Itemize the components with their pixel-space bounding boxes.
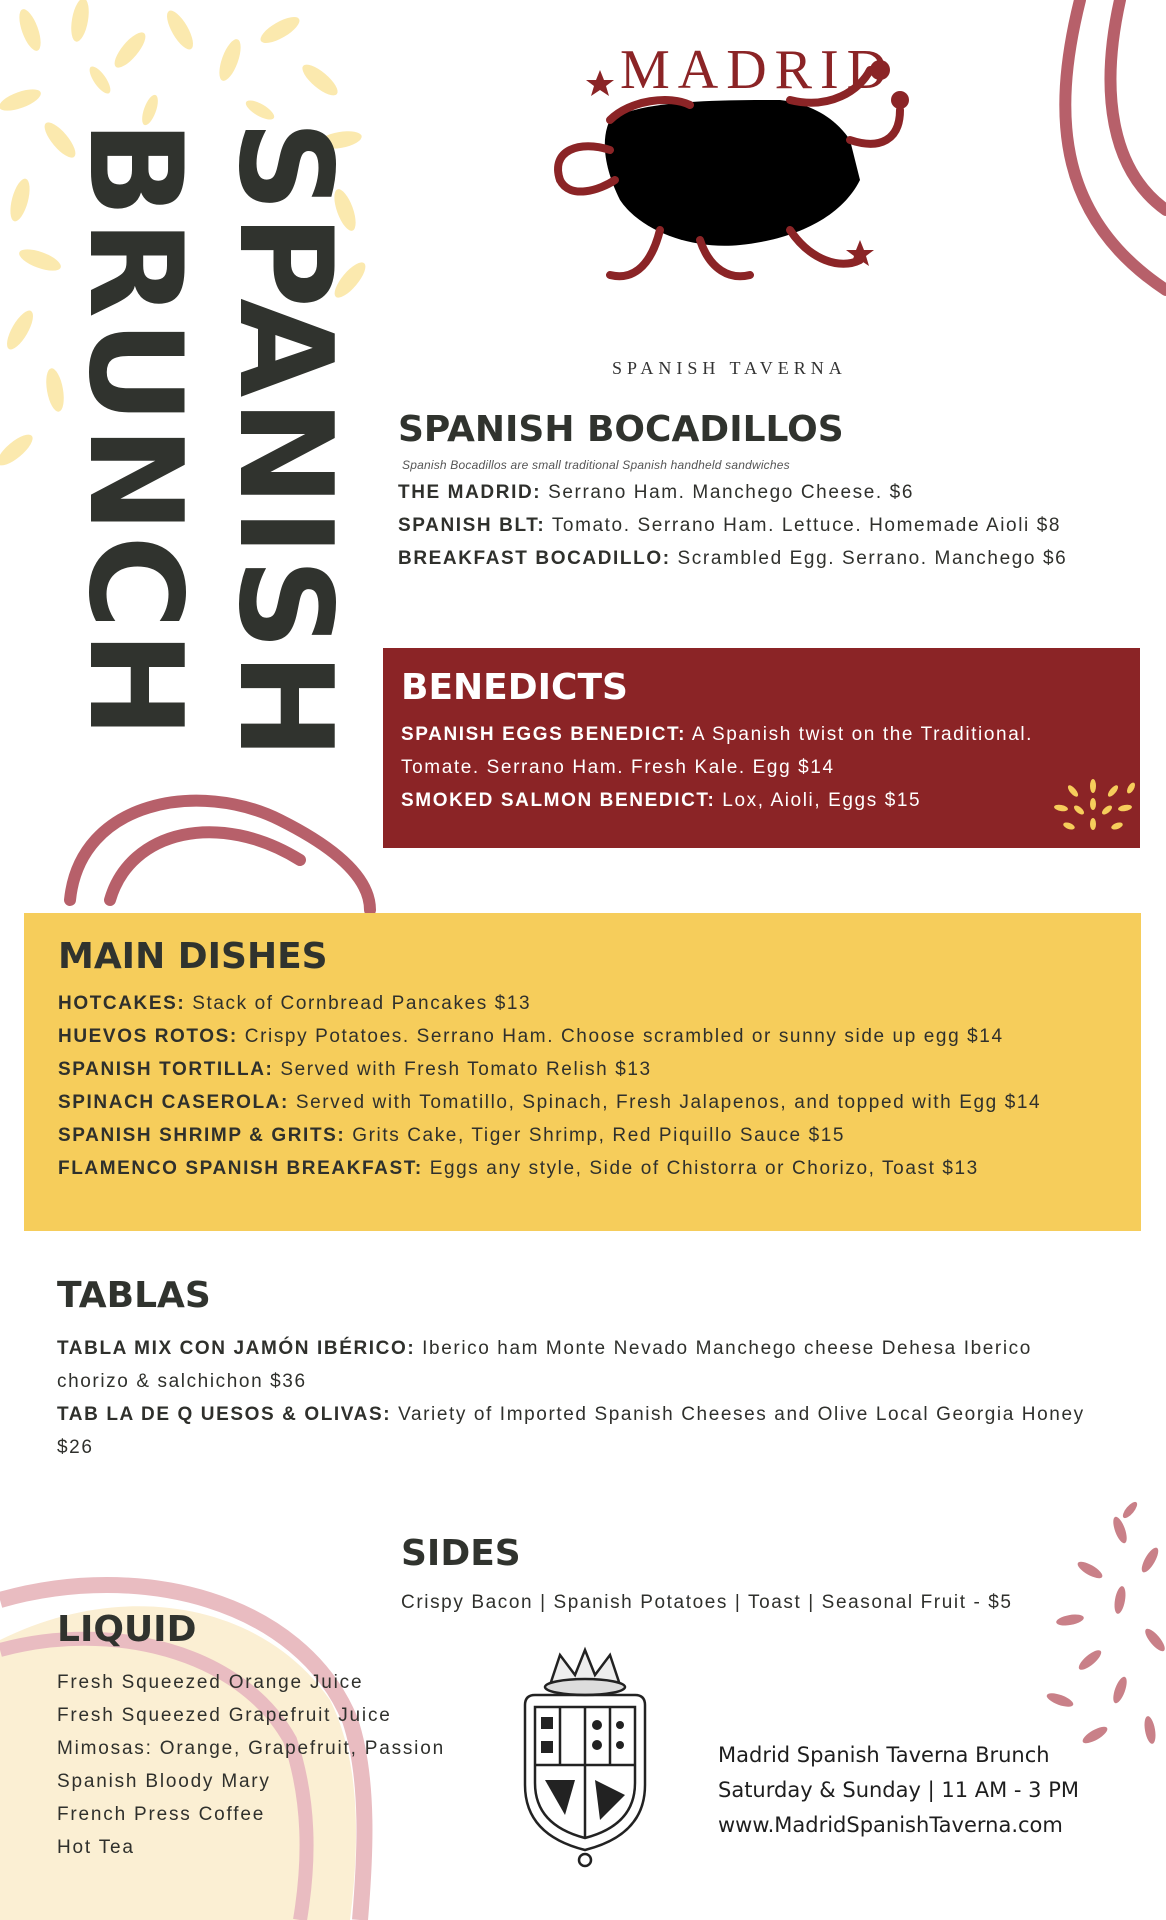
- footer-hours: Saturday & Sunday | 11 AM - 3 PM: [718, 1778, 1079, 1802]
- item-name: SMOKED SALMON BENEDICT:: [401, 790, 716, 811]
- tablas-heading: TABLAS: [57, 1275, 211, 1316]
- yellow-burst-icon: [1043, 766, 1140, 848]
- main-dish-item: [58, 1119, 1141, 1152]
- item-name: THE MADRID:: [398, 482, 542, 503]
- item-desc: Grits Cake, Tiger Shrimp, Red Piquillo Sauce $15: [345, 1125, 846, 1146]
- section-benedicts: [383, 648, 1140, 848]
- bocadillos-note: Spanish Bocadillos are small traditional Spanish handheld sandwiches: [402, 458, 790, 472]
- footer-website: www.MadridSpanishTaverna.com: [718, 1813, 1063, 1837]
- main-dish-item: [58, 1053, 1141, 1086]
- section-main-dishes: [24, 913, 1141, 1231]
- main-dish-item: [58, 1020, 1141, 1053]
- coat-of-arms-icon: [505, 1645, 665, 1870]
- logo-name: MADRID: [620, 39, 896, 101]
- benedict-item: [401, 718, 1101, 784]
- item-desc: Serrano Ham. Manchego Cheese. $6: [541, 482, 915, 503]
- item-desc: Variety of Imported Spanish Cheeses and Olive Local Georgia Honey $26: [57, 1404, 1085, 1458]
- item-name: SPINACH CASEROLA:: [58, 1092, 289, 1113]
- title-brunch: BRUNCH: [60, 120, 209, 741]
- section-bocadillos: [398, 409, 1138, 575]
- item-name: HOTCAKES:: [58, 993, 186, 1014]
- item-desc: Lox, Aioli, Eggs $15: [715, 790, 922, 811]
- rose-arc-top-right: [1065, 0, 1166, 290]
- item-name: TABLA MIX CON JAMÓN IBÉRICO:: [57, 1338, 416, 1359]
- item-desc: A Spanish twist on the Traditional. Tomate. Serrano Ham. Fresh Kale. Egg $14: [401, 724, 1034, 778]
- title-spanish: SPANISH: [210, 120, 359, 762]
- bocadillo-item: [398, 476, 1138, 509]
- main-dishes-heading: MAIN DISHES: [58, 936, 328, 977]
- main-dish-item: [58, 1086, 1141, 1119]
- item-name: FLAMENCO SPANISH BREAKFAST:: [58, 1158, 423, 1179]
- item-desc: Iberico ham Monte Nevado Manchego cheese Dehesa Iberico chorizo & salchichon $36: [57, 1338, 1032, 1392]
- sides-text: Crispy Bacon | Spanish Potatoes | Toast | Seasonal Fruit - $5: [401, 1592, 1013, 1613]
- drink-item: French Press Coffee: [57, 1804, 266, 1825]
- item-name: TAB LA DE Q UESOS & OLIVAS:: [57, 1404, 392, 1425]
- footer-info: [718, 1738, 1079, 1843]
- logo-tagline: SPANISH TAVERNA: [612, 358, 847, 378]
- tabla-item: [57, 1398, 1097, 1464]
- section-sides: [401, 1533, 1101, 1619]
- item-desc: Eggs any style, Side of Chistorra or Chorizo, Toast $13: [422, 1158, 979, 1179]
- item-name: BREAKFAST BOCADILLO:: [398, 548, 671, 569]
- drink-item: Spanish Bloody Mary: [57, 1771, 271, 1792]
- footer-name: Madrid Spanish Taverna Brunch: [718, 1743, 1050, 1767]
- benedicts-heading: BENEDICTS: [401, 667, 628, 708]
- liquid-heading: LIQUID: [57, 1609, 197, 1650]
- sides-heading: SIDES: [401, 1533, 521, 1574]
- item-desc: Served with Fresh Tomato Relish $13: [273, 1059, 652, 1080]
- item-desc: Stack of Cornbread Pancakes $13: [185, 993, 532, 1014]
- bocadillo-item: [398, 542, 1138, 575]
- logo: [540, 30, 920, 390]
- drink-item: Mimosas: Orange, Grapefruit, Passion: [57, 1738, 445, 1759]
- main-dish-item: [58, 1152, 1141, 1185]
- section-tablas: [57, 1275, 1097, 1464]
- drink-item: Fresh Squeezed Orange Juice: [57, 1672, 364, 1693]
- benedict-item: [401, 784, 1122, 817]
- item-name: HUEVOS ROTOS:: [58, 1026, 238, 1047]
- section-liquid: [57, 1609, 487, 1864]
- item-name: SPANISH BLT:: [398, 515, 546, 536]
- item-name: SPANISH SHRIMP & GRITS:: [58, 1125, 346, 1146]
- item-desc: Crispy Potatoes. Serrano Ham. Choose scrambled or sunny side up egg $14: [237, 1026, 1004, 1047]
- item-desc: Scrambled Egg. Serrano. Manchego $6: [670, 548, 1068, 569]
- bocadillos-heading: SPANISH BOCADILLOS: [398, 409, 844, 450]
- item-desc: Tomato. Serrano Ham. Lettuce. Homemade Aioli $8: [545, 515, 1062, 536]
- drink-item: Hot Tea: [57, 1837, 135, 1858]
- drink-item: Fresh Squeezed Grapefruit Juice: [57, 1705, 392, 1726]
- rose-swirl-left: [70, 801, 370, 910]
- item-desc: Served with Tomatillo, Spinach, Fresh Jalapenos, and topped with Egg $14: [288, 1092, 1042, 1113]
- main-dish-item: [58, 987, 1141, 1020]
- item-name: SPANISH EGGS BENEDICT:: [401, 724, 687, 745]
- bocadillo-item: [398, 509, 1138, 542]
- tabla-item: [57, 1332, 1097, 1398]
- item-name: SPANISH TORTILLA:: [58, 1059, 274, 1080]
